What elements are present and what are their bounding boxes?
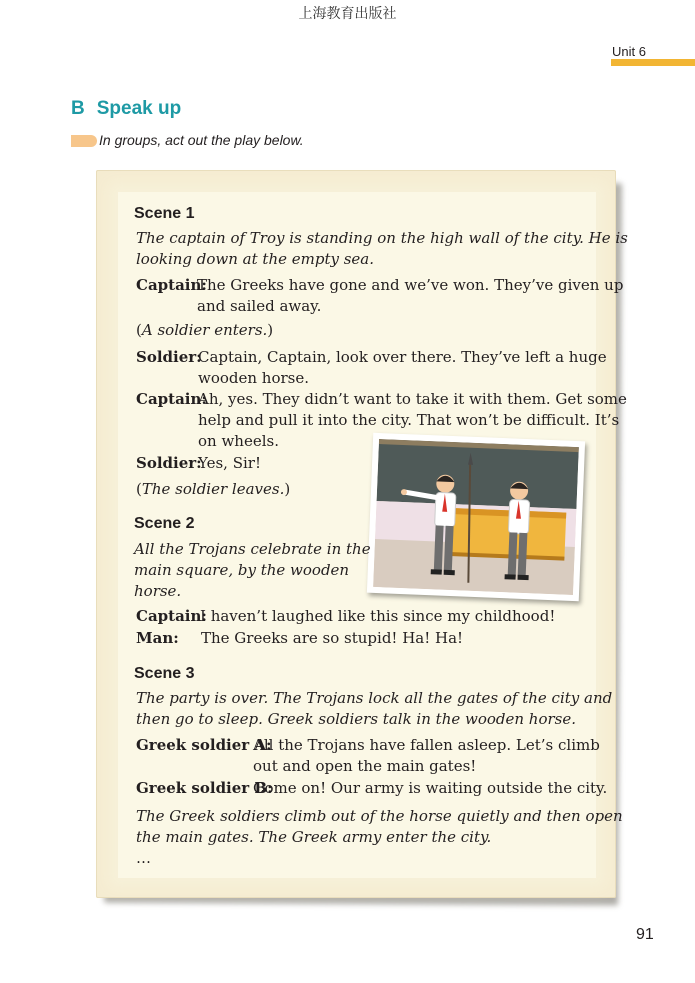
closing-direction-line: the main gates. The Greek army enter the city.: [136, 828, 492, 846]
dialogue-line: Yes, Sir!: [198, 454, 261, 472]
scene-3-setting-line: then go to sleep. Greek soldiers talk in the wooden horse.: [136, 710, 577, 728]
speaker-label: Greek soldier B:: [136, 779, 273, 797]
dialogue-line: out and open the main gates!: [253, 757, 477, 775]
dialogue-line: Ah, yes. They didn’t want to take it with them. Get some: [198, 390, 627, 408]
scene-3-setting-line: The party is over. The Trojans lock all the gates of the city and: [136, 689, 613, 707]
scene-1-setting-line: The captain of Troy is standing on the high wall of the city. He is: [136, 229, 628, 247]
classroom-photo: [367, 433, 585, 601]
speaker-label: Soldier:: [136, 454, 202, 472]
section-letter: B: [71, 98, 85, 119]
section-title-text: Speak up: [96, 98, 182, 119]
scene-2-setting-line: horse.: [134, 582, 182, 600]
scene-1-title: Scene 1: [134, 205, 195, 222]
unit-bar: [611, 59, 695, 66]
speaker-label: Man:: [136, 629, 179, 647]
dialogue-line: and sailed away.: [197, 297, 322, 315]
speaker-label: Captain:: [136, 390, 207, 408]
dialogue-line: help and pull it into the city. That won’t be difficult. It’s: [198, 411, 620, 429]
stage-direction: (A soldier enters.): [136, 321, 274, 339]
speaker-label: Soldier:: [136, 348, 202, 366]
speaker-label: Greek soldier A:: [136, 736, 272, 754]
scene-2-setting-line: All the Trojans celebrate in the: [134, 540, 371, 558]
stage-direction: (The soldier leaves.): [136, 480, 291, 498]
dialogue-line: All the Trojans have fallen asleep. Let’s climb: [253, 736, 600, 754]
dialogue-line: I haven’t laughed like this since my childhood!: [200, 607, 556, 625]
scene-1-setting-line: looking down at the empty sea.: [136, 250, 375, 268]
dialogue-line: wooden horse.: [198, 369, 310, 387]
publisher-header: 上海教育出版社: [298, 6, 397, 22]
closing-direction-line: The Greek soldiers climb out of the horse quietly and then open: [136, 807, 623, 825]
stage-direction-text: A soldier enters.: [141, 321, 268, 339]
ellipsis: …: [136, 849, 151, 867]
dialogue-line: Captain, Captain, look over there. They’ve left a huge: [198, 348, 607, 366]
scene-2-title: Scene 2: [134, 515, 195, 532]
stage-direction-text: The soldier leaves.: [141, 480, 285, 498]
instruction-text: In groups, act out the play below.: [99, 132, 304, 148]
dialogue-line: The Greeks have gone and we’ve won. They’ve given up: [197, 276, 624, 294]
dialogue-line: on wheels.: [198, 432, 279, 450]
speaker-label: Captain:: [136, 607, 207, 625]
unit-label: Unit 6: [612, 44, 646, 59]
dialogue-line: Come on! Our army is waiting outside the city.: [253, 779, 608, 797]
scene-3-title: Scene 3: [134, 665, 195, 682]
speaker-label: Captain:: [136, 276, 207, 294]
instruction-marker: [71, 135, 97, 147]
scene-2-setting-line: main square, by the wooden: [134, 561, 350, 579]
students-acting-illustration: [373, 439, 579, 595]
page-number: 91: [636, 926, 654, 943]
dialogue-line: The Greeks are so stupid! Ha! Ha!: [201, 629, 464, 647]
section-title: [71, 98, 181, 120]
